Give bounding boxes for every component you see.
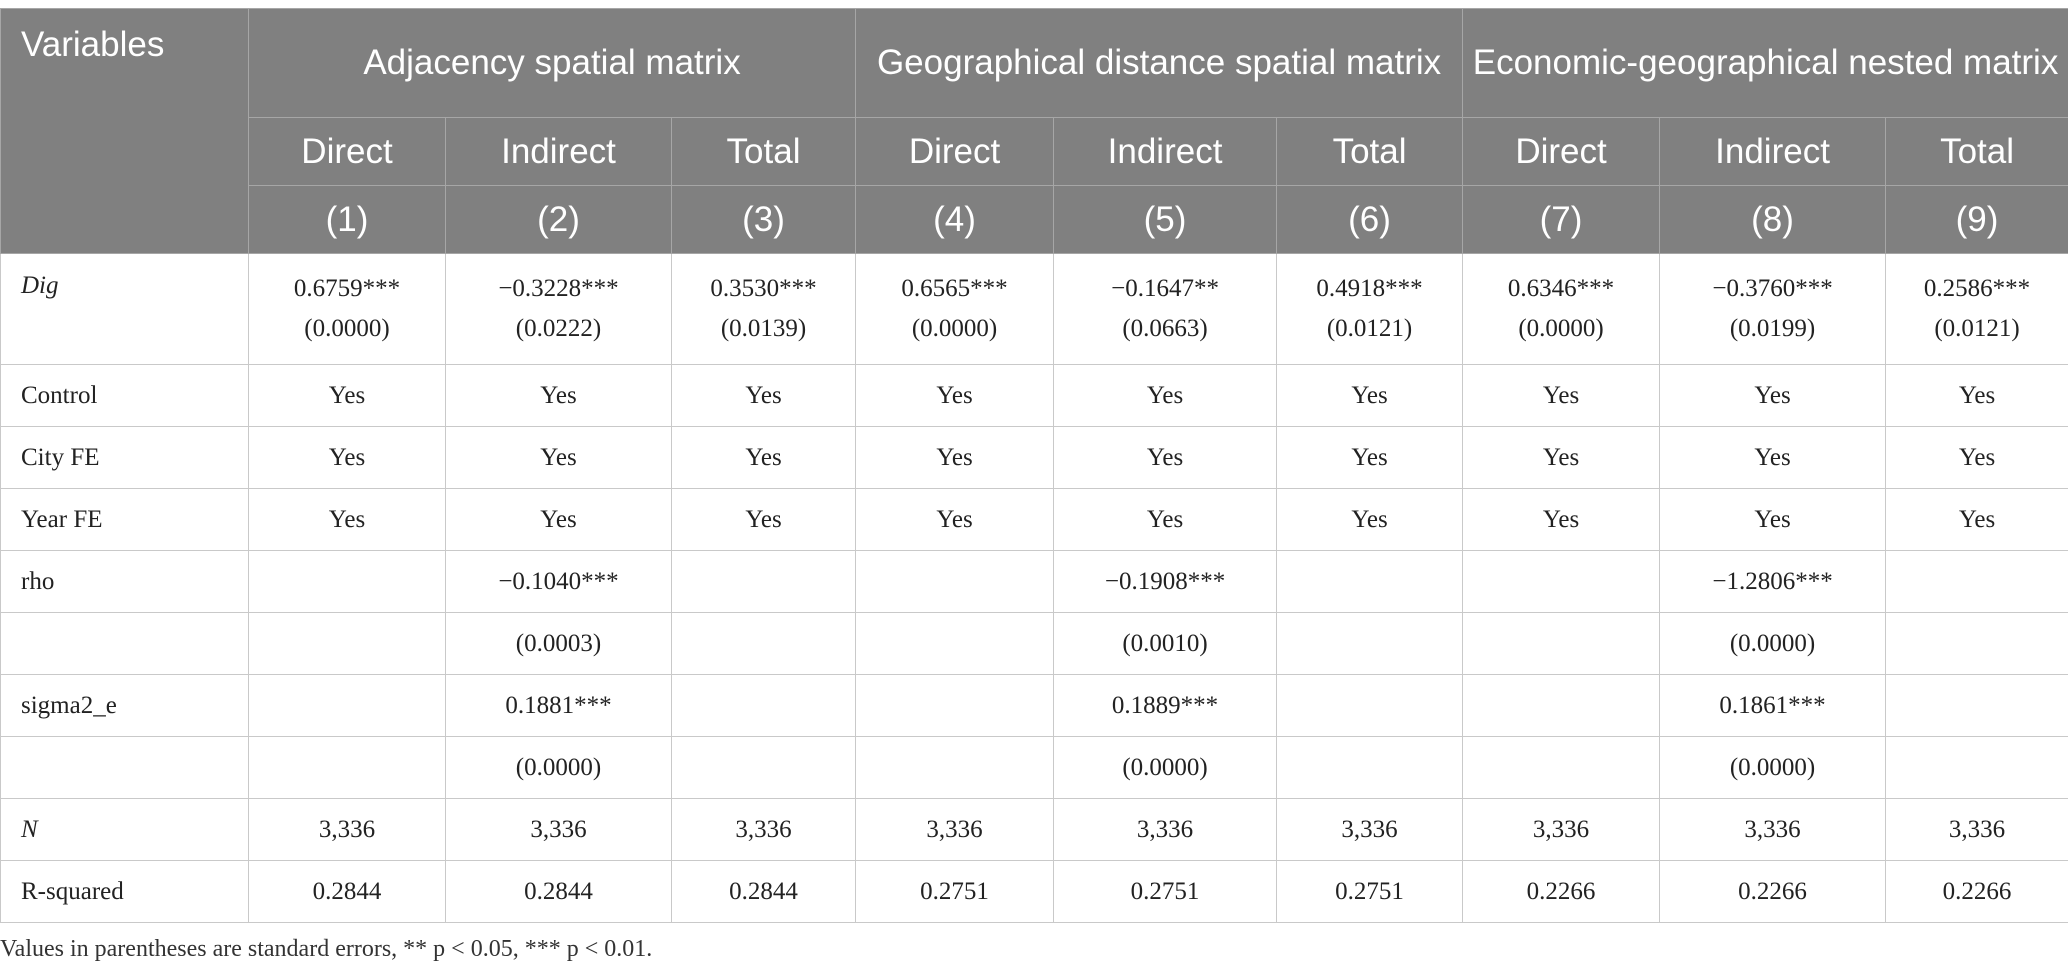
standard-error: (0.0121) — [1934, 315, 2020, 342]
header-group-row — [1, 9, 2068, 118]
table-header — [1, 9, 2068, 254]
row-label-r-squared: R-squared — [1, 861, 249, 923]
standard-error: (0.0000) — [304, 315, 390, 342]
group-header-geographical: Geographical distance spatial matrix — [856, 9, 1463, 118]
effect-header: Total — [1277, 118, 1463, 186]
table-cell — [856, 254, 1054, 365]
table-row-rho — [1, 551, 2068, 613]
table-cell: 0.2844 — [249, 861, 446, 923]
table-cell: (0.0000) — [1660, 613, 1886, 675]
table-cell: 0.2266 — [1463, 861, 1660, 923]
table-cell: Yes — [1277, 427, 1463, 489]
table-cell: −0.1908*** — [1054, 551, 1277, 613]
standard-error: (0.0199) — [1729, 315, 1816, 342]
table-cell: 3,336 — [1886, 799, 2068, 861]
table-cell: Yes — [1463, 489, 1660, 551]
coefficient: 0.6565*** — [901, 275, 1008, 302]
row-label-rho: rho — [1, 551, 249, 613]
column-number: (8) — [1660, 186, 1886, 254]
table-cell: (0.0010) — [1054, 613, 1277, 675]
table-cell: (0.0003) — [446, 613, 672, 675]
table-cell — [1660, 254, 1886, 365]
table-cell: Yes — [1886, 489, 2068, 551]
table-cell: Yes — [672, 427, 856, 489]
effect-header: Indirect — [1660, 118, 1886, 186]
table-cell — [1277, 737, 1463, 799]
table-cell: −1.2806*** — [1660, 551, 1886, 613]
table-cell: 3,336 — [1054, 799, 1277, 861]
variables-header: Variables — [1, 9, 249, 254]
table-cell — [446, 254, 672, 365]
table-cell: 0.1861*** — [1660, 675, 1886, 737]
table-body — [1, 254, 2068, 923]
table-cell — [1886, 675, 2068, 737]
column-number: (2) — [446, 186, 672, 254]
table-cell — [1277, 254, 1463, 365]
table-cell: Yes — [1054, 365, 1277, 427]
table-cell — [856, 613, 1054, 675]
table-cell: Yes — [1463, 365, 1660, 427]
table-cell: 0.2751 — [1277, 861, 1463, 923]
standard-error: (0.0000) — [1518, 315, 1604, 342]
table-cell — [672, 613, 856, 675]
row-label-empty — [1, 737, 249, 799]
table-cell — [1463, 737, 1660, 799]
table-cell: Yes — [446, 365, 672, 427]
column-number: (7) — [1463, 186, 1660, 254]
regression-table — [0, 8, 2068, 923]
column-number: (6) — [1277, 186, 1463, 254]
coefficient: 0.6759*** — [293, 275, 401, 302]
effect-header: Direct — [1463, 118, 1660, 186]
table-cell: Yes — [1660, 427, 1886, 489]
table-row-r-squared — [1, 861, 2068, 923]
row-label-control: Control — [1, 365, 249, 427]
table-cell — [1463, 551, 1660, 613]
table-cell: 3,336 — [446, 799, 672, 861]
table-cell — [1886, 254, 2068, 365]
standard-error: (0.0121) — [1326, 315, 1413, 342]
coefficient: −0.3228*** — [498, 275, 619, 302]
table-cell — [1277, 675, 1463, 737]
table-cell: Yes — [249, 365, 446, 427]
table-row-dig — [1, 254, 2068, 365]
header-number-row — [1, 186, 2068, 254]
table-cell: 0.2844 — [446, 861, 672, 923]
table-cell: Yes — [1886, 365, 2068, 427]
standard-error: (0.0139) — [720, 315, 807, 342]
coefficient: 0.4918*** — [1316, 275, 1423, 302]
table-row-sigma2-e — [1, 675, 2068, 737]
table-row-city-fe — [1, 427, 2068, 489]
coefficient: 0.2586*** — [1923, 275, 2031, 302]
table-cell: 0.2266 — [1660, 861, 1886, 923]
standard-error: (0.0222) — [515, 315, 602, 342]
coefficient: 0.3530*** — [710, 275, 817, 302]
table-cell: 3,336 — [1463, 799, 1660, 861]
table-cell: 0.2751 — [1054, 861, 1277, 923]
table-cell — [249, 254, 446, 365]
effect-header: Direct — [856, 118, 1054, 186]
table-cell: 0.2751 — [856, 861, 1054, 923]
table-cell: Yes — [856, 427, 1054, 489]
table-cell — [672, 737, 856, 799]
row-label-sigma2-e: sigma2_e — [1, 675, 249, 737]
effect-header: Direct — [249, 118, 446, 186]
table-cell: Yes — [249, 489, 446, 551]
table-cell: Yes — [1886, 427, 2068, 489]
table-cell: Yes — [1277, 489, 1463, 551]
table-cell: Yes — [1660, 489, 1886, 551]
effect-header: Total — [672, 118, 856, 186]
table-cell: (0.0000) — [1054, 737, 1277, 799]
table-cell: 3,336 — [1660, 799, 1886, 861]
table-cell: 0.2266 — [1886, 861, 2068, 923]
table-cell: Yes — [446, 427, 672, 489]
table-cell — [1054, 254, 1277, 365]
table-cell — [672, 551, 856, 613]
table-cell — [249, 737, 446, 799]
row-label-year-fe: Year FE — [1, 489, 249, 551]
row-label-dig: Dig — [1, 254, 249, 365]
table-cell — [672, 675, 856, 737]
table-cell: Yes — [672, 489, 856, 551]
table-footnote: Values in parentheses are standard errors, ** p < 0.05, *** p < 0.01. — [0, 936, 653, 962]
table-cell — [1277, 613, 1463, 675]
table-row-control — [1, 365, 2068, 427]
coefficient: −0.3760*** — [1712, 275, 1833, 302]
table-cell: (0.0000) — [1660, 737, 1886, 799]
table-cell: Yes — [1277, 365, 1463, 427]
table-cell — [856, 551, 1054, 613]
table-row-n — [1, 799, 2068, 861]
table-cell: 3,336 — [1277, 799, 1463, 861]
table-cell — [249, 551, 446, 613]
table-cell: Yes — [856, 365, 1054, 427]
table-cell — [1463, 613, 1660, 675]
table-cell — [1886, 737, 2068, 799]
header-effect-row — [1, 118, 2068, 186]
column-number: (1) — [249, 186, 446, 254]
table-cell — [1886, 551, 2068, 613]
effect-header: Total — [1886, 118, 2068, 186]
row-label-empty — [1, 613, 249, 675]
table-cell: Yes — [1463, 427, 1660, 489]
table-row-sigma2-e-se — [1, 737, 2068, 799]
row-label-city-fe: City FE — [1, 427, 249, 489]
table-cell — [249, 613, 446, 675]
table-cell — [1463, 254, 1660, 365]
table-cell: Yes — [1660, 365, 1886, 427]
standard-error: (0.0000) — [911, 315, 998, 342]
table-cell: (0.0000) — [446, 737, 672, 799]
group-header-economic: Economic-geographical nested matrix — [1463, 9, 2068, 118]
table-cell: Yes — [1054, 489, 1277, 551]
table-cell — [1886, 613, 2068, 675]
group-header-adjacency: Adjacency spatial matrix — [249, 9, 856, 118]
column-number: (3) — [672, 186, 856, 254]
table-cell: 0.1881*** — [446, 675, 672, 737]
table-cell: 3,336 — [672, 799, 856, 861]
table-cell — [249, 675, 446, 737]
table-cell: Yes — [672, 365, 856, 427]
column-number: (5) — [1054, 186, 1277, 254]
row-label-n: N — [1, 799, 249, 861]
standard-error: (0.0663) — [1122, 315, 1208, 342]
table-cell: Yes — [856, 489, 1054, 551]
effect-header: Indirect — [1054, 118, 1277, 186]
table-cell — [856, 737, 1054, 799]
table-cell: 0.1889*** — [1054, 675, 1277, 737]
table-cell — [1277, 551, 1463, 613]
table-cell: Yes — [1054, 427, 1277, 489]
column-number: (9) — [1886, 186, 2068, 254]
table-cell: Yes — [446, 489, 672, 551]
table-cell: 0.2844 — [672, 861, 856, 923]
table-cell — [856, 675, 1054, 737]
table-cell: −0.1040*** — [446, 551, 672, 613]
coefficient: −0.1647** — [1111, 275, 1219, 302]
table-cell: 3,336 — [856, 799, 1054, 861]
coefficient: 0.6346*** — [1507, 275, 1615, 302]
table-row-rho-se — [1, 613, 2068, 675]
table-cell — [672, 254, 856, 365]
table-row-year-fe — [1, 489, 2068, 551]
table-cell: Yes — [249, 427, 446, 489]
effect-header: Indirect — [446, 118, 672, 186]
table-cell: 3,336 — [249, 799, 446, 861]
table-cell — [1463, 675, 1660, 737]
column-number: (4) — [856, 186, 1054, 254]
